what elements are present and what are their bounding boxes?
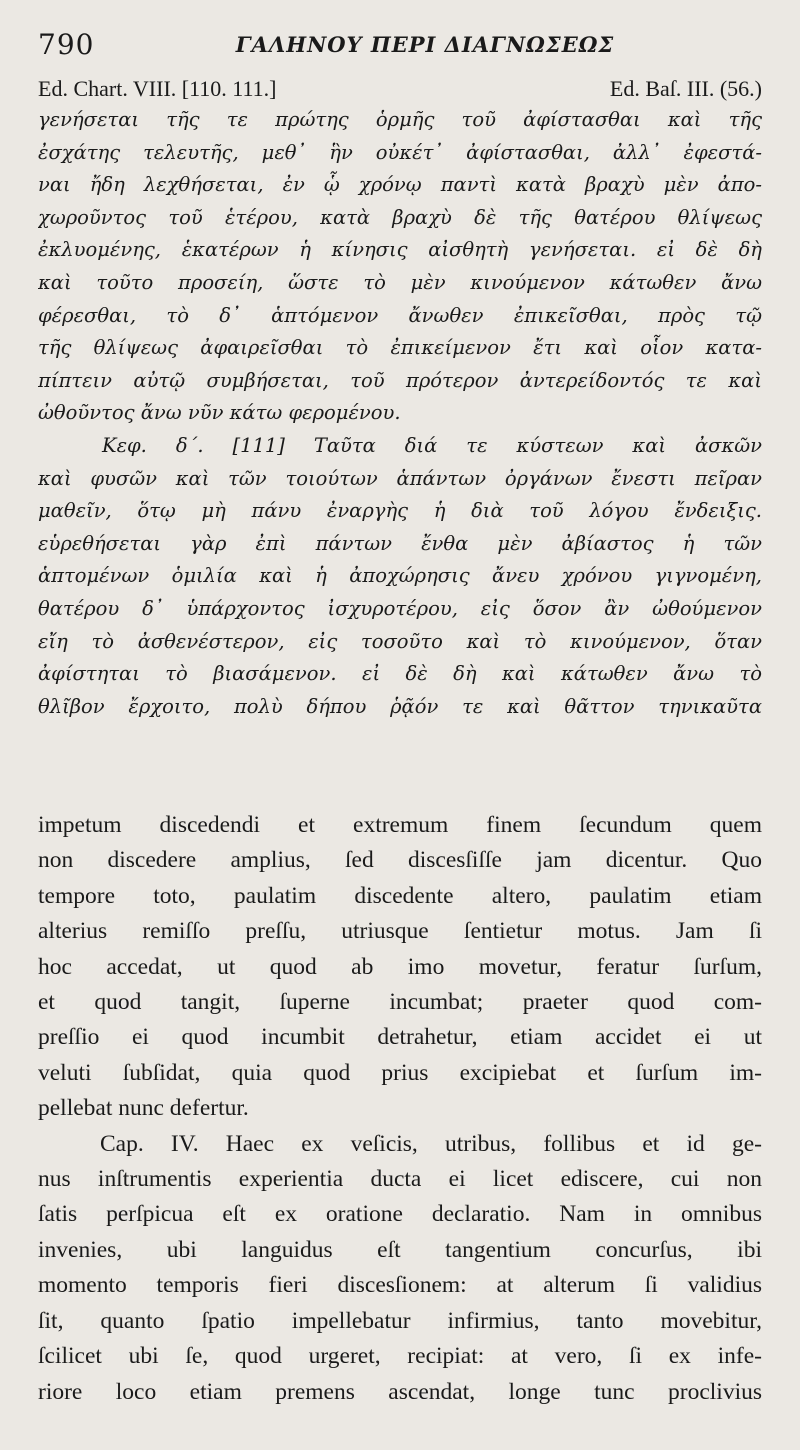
- latin-line: hoc accedat, ut quod ab imo movetur, feratur ſurſum,: [38, 953, 762, 980]
- running-title: ΓΑΛΗΝΟΥ ΠΕΡΙ ΔΙΑΓΝΩΣΕΩΣ: [235, 32, 615, 57]
- greek-line: ἀφίστηται τὸ βιασάμενον. εἰ δὲ δὴ καὶ κάτωθεν ἄνω τὸ: [38, 662, 762, 686]
- greek-text: [38, 104, 762, 723]
- latin-line: ſit, quanto ſpatio impellebatur infirmius, tanto movebitur,: [38, 1307, 762, 1334]
- latin-text: [38, 808, 762, 1410]
- greek-line: τῆς θλίψεως ἀφαιρεῖσθαι τὸ ἐπικείμενον ἔτι καὶ οἷον κατα-: [38, 336, 762, 360]
- greek-line: ὠθοῦντος ἄνω νῦν κάτω φερομένου.: [38, 401, 401, 425]
- latin-line: non discedere amplius, ſed discesſiſſe jam dicentur. Quo: [38, 847, 762, 874]
- latin-line: ſcilicet ubi ſe, quod urgeret, recipiat: at vero, ſi ex infe-: [38, 1343, 762, 1370]
- greek-line: ναι ἤδη λεχθήσεται, ἐν ᾧ χρόνῳ παντὶ κατὰ βραχὺ μὲν ἀπο-: [38, 173, 762, 197]
- edition-references: [38, 76, 762, 106]
- greek-line: πίπτειν αὐτῷ συμβήσεται, τοῦ πρότερον ἀντερείδοντός τε καὶ: [38, 368, 762, 392]
- edition-basel-ref: Ed. Baſ. III. (56.): [609, 76, 762, 101]
- latin-line: invenies, ubi languidus eſt tangentium concurſus, ibi: [38, 1236, 762, 1263]
- greek-line: φέρεσθαι, τὸ δ᾽ ἁπτόμενον ἄνωθεν ἐπικεῖσθαι, πρὸς τῷ: [38, 303, 762, 327]
- latin-line: tempore toto, paulatim discedente altero, paulatim etiam: [38, 882, 762, 909]
- latin-line: nus inſtrumentis experientia ducta ei licet ediscere, cui non: [38, 1166, 762, 1193]
- greek-line: ἐκλυομένης, ἑκατέρων ἡ κίνησις αἰσθητὴ γενήσεται. εἰ δὲ δὴ: [38, 238, 762, 262]
- page-header: [38, 28, 762, 68]
- latin-line: riore loco etiam premens ascendat, longe tunc proclivius: [38, 1378, 762, 1405]
- latin-line: alterius remiſſo preſſu, utriusque ſentietur motus. Jam ſi: [38, 918, 762, 945]
- edition-chartier-ref: Ed. Chart. VIII. [110. 111.]: [38, 76, 277, 101]
- greek-chapter-heading-line: Κεφ. δ΄. [111] Ταῦτα διά τε κύστεων καὶ ἀσκῶν: [102, 433, 762, 457]
- greek-line: εἴη τὸ ἀσθενέστερον, εἰς τοσοῦτο καὶ τὸ κινούμενον, ὅταν: [38, 629, 762, 653]
- page-number: 790: [38, 28, 95, 61]
- greek-line: θλῖβον ἔρχοιτο, πολὺ δήπου ῥᾷόν τε καὶ θᾶττον τηνικαῦτα: [38, 694, 762, 718]
- latin-line: momento temporis fieri discesſionem: at alterum ſi validius: [38, 1272, 762, 1299]
- greek-line: ἐσχάτης τελευτῆς, μεθ᾽ ἣν οὐκέτ᾽ ἀφίστασθαι, ἀλλ᾽ ἐφεστά-: [38, 140, 762, 164]
- latin-line: ſatis perſpicua eſt ex oratione declaratio. Nam in omnibus: [38, 1201, 762, 1228]
- greek-line: μαθεῖν, ὅτῳ μὴ πάνυ ἐναργὴς ἡ διὰ τοῦ λόγου ἔνδειξις.: [38, 499, 762, 523]
- greek-line: γενήσεται τῆς τε πρώτης ὁρμῆς τοῦ ἀφίστασθαι καὶ τῆς: [38, 108, 762, 131]
- latin-line: preſſio ei quod incumbit detrahetur, etiam accidet ei ut: [38, 1024, 762, 1051]
- latin-line: impetum discedendi et extremum finem ſecundum quem: [38, 812, 762, 838]
- latin-line: veluti ſubſidat, quia quod prius excipiebat et ſurſum im-: [38, 1059, 762, 1086]
- greek-line: θατέρου δ᾽ ὑπάρχοντος ἰσχυροτέρου, εἰς ὅσον ἂν ὠθούμενον: [38, 596, 762, 620]
- greek-line: καὶ τοῦτο προσείη, ὥστε τὸ μὲν κινούμενον κάτωθεν ἄνω: [38, 270, 762, 294]
- latin-line: pellebat nunc defertur.: [38, 1095, 249, 1122]
- latin-line: et quod tangit, ſuperne incumbat; praeter quod com-: [38, 989, 762, 1016]
- greek-line: χωροῦντος τοῦ ἑτέρου, κατὰ βραχὺ δὲ τῆς θατέρου θλίψεως: [38, 205, 762, 229]
- greek-line: εὑρεθήσεται γὰρ ἐπὶ πάντων ἔνθα μὲν ἀβίαστος ἡ τῶν: [38, 531, 762, 555]
- greek-line: ἁπτομένων ὁμιλία καὶ ἡ ἀποχώρησις ἄνευ χρόνου γιγνομένη,: [38, 564, 762, 588]
- latin-chapter-heading-line: Cap. IV. Haec ex veſicis, utribus, follibus et id ge-: [100, 1130, 762, 1157]
- greek-line: καὶ φυσῶν καὶ τῶν τοιούτων ἁπάντων ὀργάνων ἔνεστι πεῖραν: [38, 466, 762, 490]
